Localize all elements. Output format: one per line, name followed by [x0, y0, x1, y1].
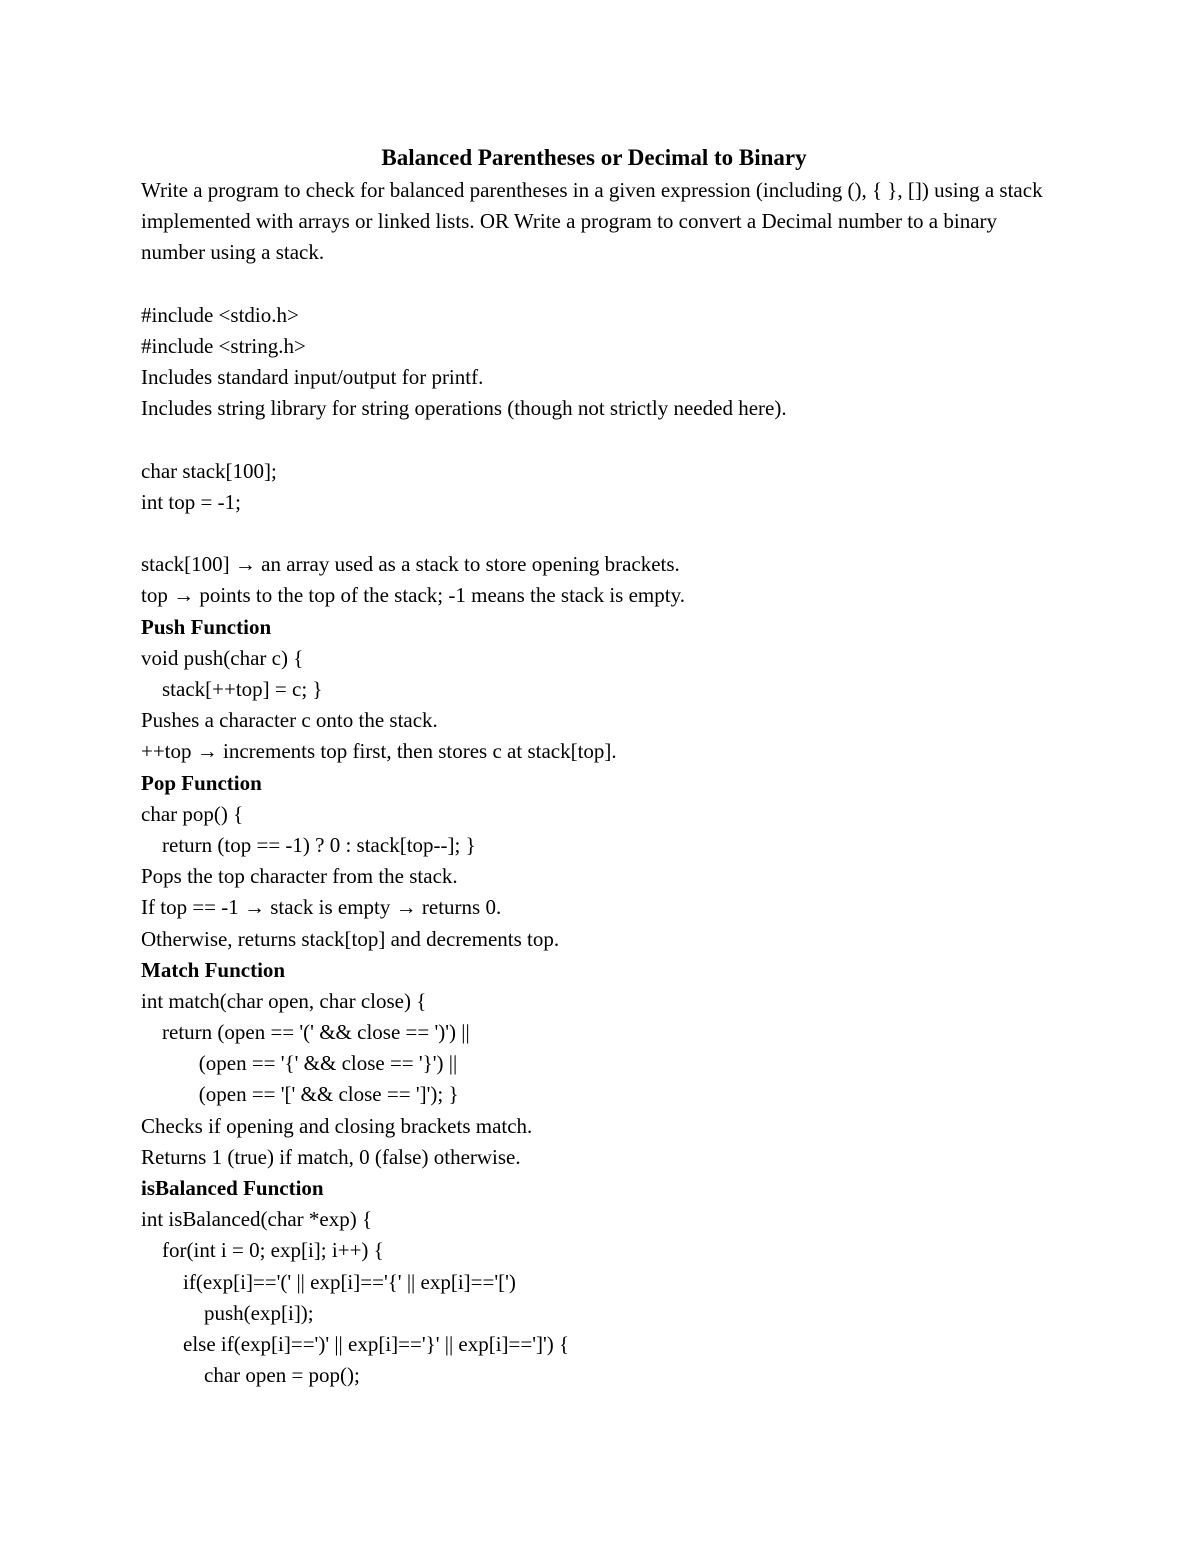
section-heading: isBalanced Function [141, 1176, 324, 1201]
text-line: (open == '{' && close == '}') || [141, 1051, 458, 1076]
text-line: for(int i = 0; exp[i]; i++) { [141, 1238, 384, 1263]
text-line: stack[100] → an array used as a stack to store opening brackets. [141, 552, 680, 577]
spacer-line [141, 518, 1061, 549]
section-heading: Push Function [141, 614, 272, 639]
text-line: #include <string.h> [141, 333, 306, 358]
text-line: Includes standard input/output for printf. [141, 365, 484, 390]
text-line: if(exp[i]=='(' || exp[i]=='{' || exp[i]=='[') [141, 1269, 516, 1294]
section-heading: Match Function [141, 957, 286, 982]
text-line: Returns 1 (true) if match, 0 (false) otherwise. [141, 1144, 521, 1169]
text-line: char pop() { [141, 801, 244, 826]
text-line: If top == -1 → stack is empty → returns 0. [141, 895, 502, 920]
intro-paragraph: Write a program to check for balanced parentheses in a given expression (including (), { }, []) using a stack implemented with arrays or linked lists. OR Write a program to convert a Decimal number to a binary number using a stack. [141, 178, 1043, 265]
text-line: int top = -1; [141, 489, 241, 514]
text-line: Includes string library for string operations (though not strictly needed here). [141, 396, 787, 421]
text-line: Pops the top character from the stack. [141, 864, 458, 889]
text-line: #include <stdio.h> [141, 302, 299, 327]
text-line: ++top → increments top first, then stores c at stack[top]. [141, 739, 617, 764]
text-line: push(exp[i]); [141, 1300, 314, 1325]
text-line: Pushes a character c onto the stack. [141, 708, 438, 733]
code-and-notes [141, 300, 1061, 1392]
text-line: top → points to the top of the stack; -1 means the stack is empty. [141, 583, 685, 608]
text-line: void push(char c) { [141, 645, 304, 670]
spacer-line [141, 425, 1061, 456]
text-line: stack[++top] = c; } [141, 677, 323, 702]
text-line: else if(exp[i]==')' || exp[i]=='}' || exp[i]==']') { [141, 1331, 570, 1356]
document-body [141, 175, 1061, 1391]
text-line: (open == '[' && close == ']'); } [141, 1082, 459, 1107]
section-heading: Pop Function [141, 770, 262, 795]
document-title: Balanced Parentheses or Decimal to Binary [381, 145, 807, 170]
text-line: char open = pop(); [141, 1363, 360, 1388]
text-line: int match(char open, char close) { [141, 988, 427, 1013]
text-line: int isBalanced(char *exp) { [141, 1207, 373, 1232]
text-line: Otherwise, returns stack[top] and decrements top. [141, 926, 560, 951]
text-line: return (top == -1) ? 0 : stack[top--]; } [141, 832, 476, 857]
spacer-line [141, 269, 1061, 300]
text-line: char stack[100]; [141, 458, 277, 483]
text-line: return (open == '(' && close == ')') || [141, 1020, 470, 1045]
text-line: Checks if opening and closing brackets match. [141, 1113, 533, 1138]
